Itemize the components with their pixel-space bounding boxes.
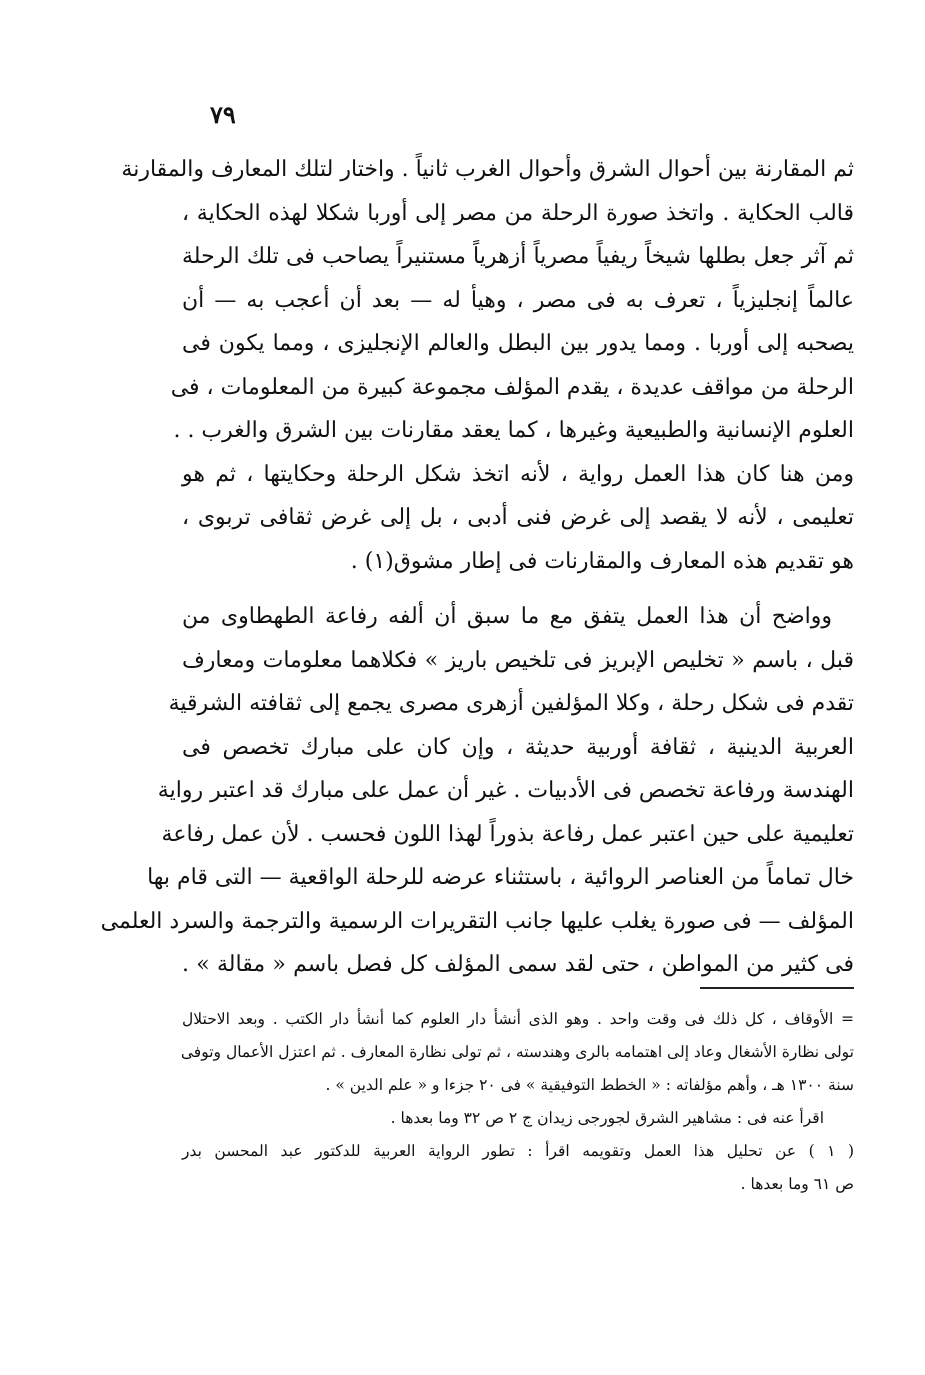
- text-line: فى كثير من المواطن ، حتى لقد سمى المؤلف كل فصل باسم « مقالة » .: [182, 952, 854, 977]
- text-line: العلوم الإنسانية والطبيعية وغيرها ، كما يعقد مقارنات بين الشرق والغرب . .: [173, 418, 854, 443]
- paragraph-break: [182, 583, 854, 595]
- text-line: تعليمية على حين اعتبر عمل رفاعة بذوراً لهذا اللون فحسب . لأن عمل رفاعة: [161, 821, 854, 847]
- text-line: ثم آثر جعل بطلها شيخاً ريفياً مصرياً أزهرياً مستنيراً يصاحب فى تلك الرحلة: [182, 244, 854, 269]
- text-line: يصحبه إلى أوربا . ومما يدور بين البطل والعالم الإنجليزى ، ومما يكون فى: [182, 331, 854, 356]
- footnote-line: = الأوقاف ، كل ذلك فى وقت واحد . وهو الذى أنشأ دار العلوم كما أنشأ دار الكتب . وبعد الاحتلال: [182, 1010, 854, 1028]
- footnote-line: ( ١ ) عن تحليل هذا العمل وتقويمه اقرأ : تطور الرواية العربية للدكتور عبد المحسن بدر: [182, 1142, 854, 1160]
- page-number: ٧٩: [210, 100, 236, 129]
- text-line: قالب الحكاية . واتخذ صورة الرحلة من مصر إلى أوربا شكلا لهذه الحكاية ،: [182, 200, 854, 226]
- main-text: [100, 148, 854, 987]
- paragraph: [100, 595, 854, 987]
- text-line: تعليمى ، لأنه لا يقصد إلى غرض فنى أدبى ، بل إلى غرض ثقافى تربوى ،: [182, 505, 854, 530]
- footnote: [182, 1102, 854, 1135]
- text-line: قبل ، باسم « تخليص الإبريز فى تلخيص باريز » فكلاهما معلومات ومعارف: [182, 647, 854, 673]
- paragraph: [121, 148, 854, 583]
- footnote-line: تولى نظارة الأشغال وعاد إلى اهتمامه بالرى وهندسته ، ثم تولى نظارة المعارف . ثم اعتزل الأعمال وتوفى: [180, 1043, 854, 1061]
- text-line: هو تقديم هذه المعارف والمقارنات فى إطار مشوق(١) .: [350, 548, 854, 574]
- footnote: [182, 1135, 854, 1201]
- text-line: وواضح أن هذا العمل يتفق مع ما سبق أن ألفه رفاعة الطهطاوى من: [182, 604, 832, 629]
- footnote-line: اقرأ عنه فى : مشاهير الشرق لجورجى زيدان ج ٢ ص ٣٢ وما بعدها .: [390, 1109, 824, 1127]
- text-line: ثم المقارنة بين أحوال الشرق وأحوال الغرب ثانياً . واختار لتلك المعارف والمقارنة: [121, 157, 854, 182]
- text-line: خال تماماً من العناصر الروائية ، باستثناء عرضه للرحلة الواقعية — التى قام بها: [147, 865, 854, 890]
- text-line: العربية الدينية ، ثقافة أوربية حديثة ، وإن كان على مبارك تخصص فى: [182, 734, 854, 760]
- footnote-line: سنة ١٣٠٠ هـ ، وأهم مؤلفاته : « الخطط التوفيقية » فى ٢٠ جزءا و « علم الدين » .: [325, 1076, 854, 1094]
- text-line: ومن هنا كان هذا العمل رواية ، لأنه اتخذ شكل الرحلة وحكايتها ، ثم هو: [182, 461, 854, 487]
- footnote-line: ص ٦١ وما بعدها .: [740, 1175, 854, 1193]
- text-line: المؤلف — فى صورة يغلب عليها جانب التقريرات الرسمية والترجمة والسرد العلمى: [100, 908, 854, 934]
- footnote: [182, 1003, 854, 1102]
- footnote-divider: [700, 987, 854, 989]
- text-line: تقدم فى شكل رحلة ، وكلا المؤلفين أزهرى مصرى يجمع إلى ثقافته الشرقية: [168, 691, 854, 716]
- text-line: عالماً إنجليزياً ، تعرف به فى مصر ، وهيأ له — بعد أن أعجب به — أن: [182, 287, 854, 313]
- footnotes: [182, 1003, 854, 1201]
- text-line: الرحلة من مواقف عديدة ، يقدم المؤلف مجموعة كبيرة من المعلومات ، فى: [170, 374, 854, 400]
- text-line: الهندسة ورفاعة تخصص فى الأدبيات . غير أن عمل على مبارك قد اعتبر رواية: [157, 778, 854, 803]
